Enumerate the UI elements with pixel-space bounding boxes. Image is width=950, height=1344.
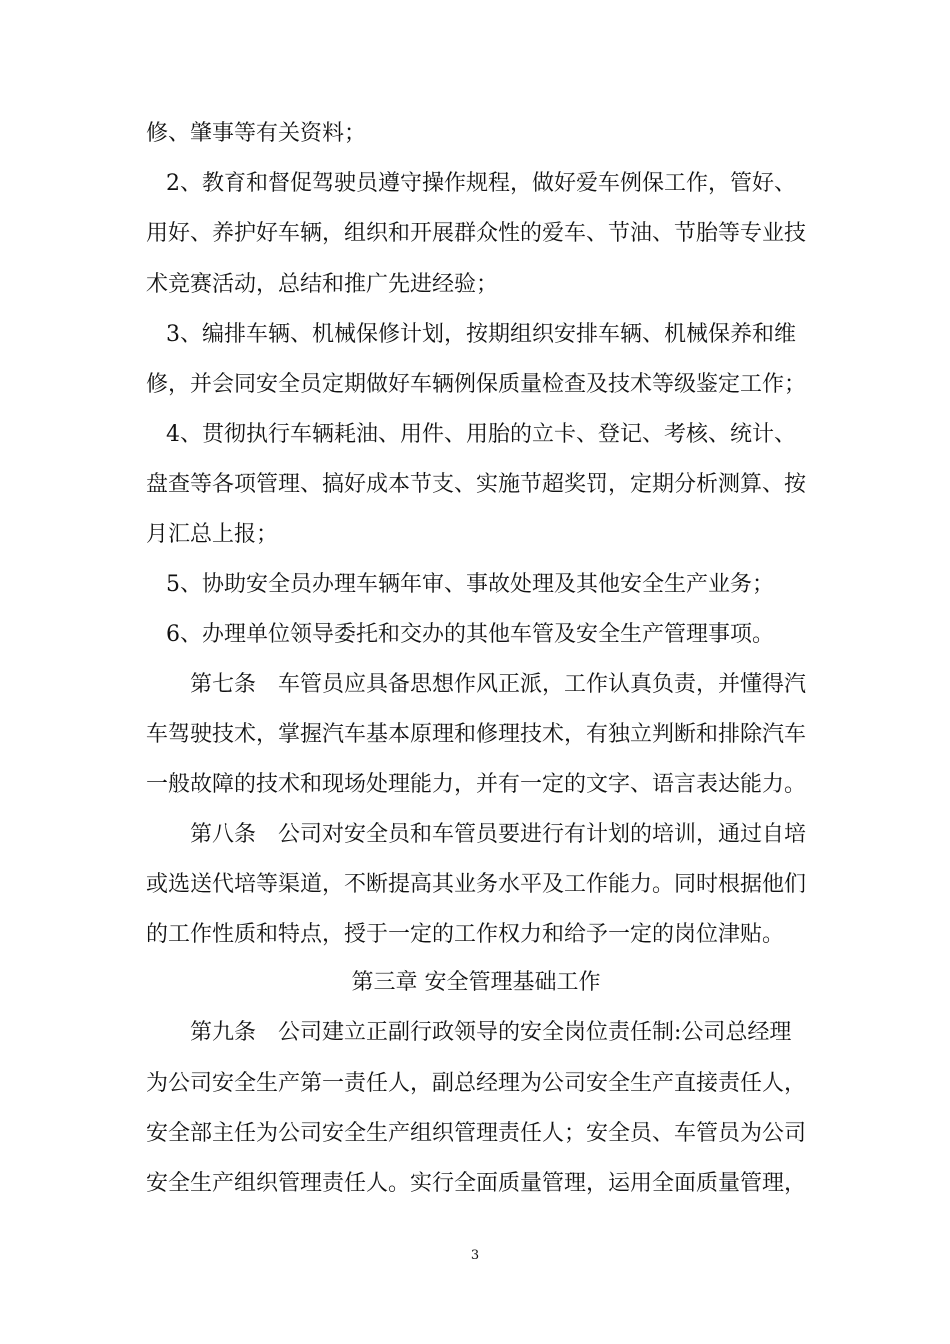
text-line-item-3: 3、编排车辆、机械保修计划，按期组织安排车辆、机械保养和维 [166, 322, 796, 347]
text-line: 盘查等各项管理、搞好成本节支、实施节超奖罚，定期分析测算、按 [146, 472, 806, 497]
text-line-item-4: 4、贯彻执行车辆耗油、用件、用胎的立卡、登记、考核、统计、 [166, 422, 796, 447]
article-9-start: 第九条 公司建立正副行政领导的安全岗位责任制:公司总经理 [190, 1020, 792, 1045]
page-number: 3 [470, 1248, 480, 1263]
article-8-start: 第八条 公司对安全员和车管员要进行有计划的培训，通过自培 [190, 822, 806, 847]
text-line: 安全生产组织管理责任人。实行全面质量管理，运用全面质量管理， [146, 1171, 806, 1196]
text-line: 安全部主任为公司安全生产组织管理责任人；安全员、车管员为公司 [146, 1121, 806, 1146]
text-line: 为公司安全生产第一责任人，副总经理为公司安全生产直接责任人， [146, 1071, 806, 1096]
text-line-item-5: 5、协助安全员办理车辆年审、事故处理及其他安全生产业务； [166, 572, 774, 597]
text-line-item-2: 2、教育和督促驾驶员遵守操作规程，做好爱车例保工作，管好、 [166, 171, 796, 196]
text-line: 术竞赛活动，总结和推广先进经验； [146, 272, 499, 297]
text-line: 车驾驶技术，掌握汽车基本原理和修理技术，有独立判断和排除汽车 [146, 722, 806, 747]
text-line: 修，并会同安全员定期做好车辆例保质量检查及技术等级鉴定工作； [146, 372, 806, 397]
text-line: 或选送代培等渠道，不断提高其业务水平及工作能力。同时根据他们 [146, 872, 806, 897]
text-line: 用好、养护好车辆，组织和开展群众性的爱车、节油、节胎等专业技 [146, 221, 806, 246]
text-line-item-6: 6、办理单位领导委托和交办的其他车管及安全生产管理事项。 [166, 622, 774, 647]
text-line: 一般故障的技术和现场处理能力，并有一定的文字、语言表达能力。 [146, 772, 806, 797]
text-line: 的工作性质和特点，授于一定的工作权力和给予一定的岗位津贴。 [146, 922, 785, 947]
chapter-heading: 第三章 安全管理基础工作 [351, 970, 601, 995]
text-line: 修、肇事等有关资料； [146, 121, 367, 146]
article-7-start: 第七条 车管员应具备思想作风正派，工作认真负责，并懂得汽 [190, 672, 806, 697]
text-line: 月汇总上报； [146, 522, 279, 547]
